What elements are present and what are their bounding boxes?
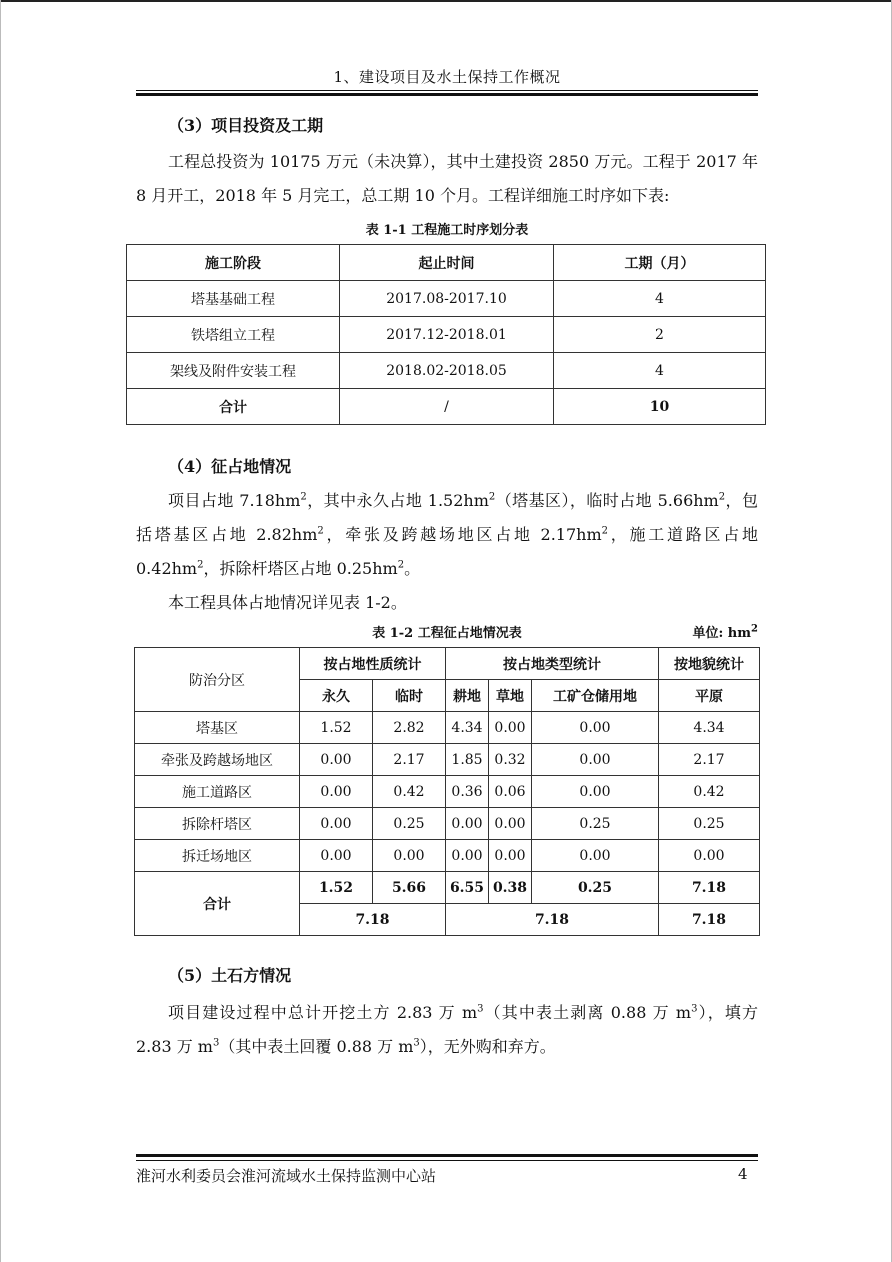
section-4-paragraph-2: 本工程具体占地情况详见表 1-2。 [168, 593, 407, 612]
cell-value: 0.25 [659, 808, 760, 840]
cell-value: 0.00 [300, 776, 373, 808]
table-unit: 单位: $hm^2$ [692, 623, 758, 641]
cell-value: 0.32 [489, 744, 532, 776]
cell-value: 1.52 [300, 712, 373, 744]
cell-value: 0.36 [446, 776, 489, 808]
table-1-1-caption: 表 1-1 工程施工时序划分表 [365, 223, 529, 238]
section-4-paragraph-1: 项目占地 $7.18hm^2$，其中永久占地 $1.52hm^2$（塔基区），临时占地 $5.66hm^2$，包括塔基区占地 $2.82hm^2$，牵张及跨越场地区占地 $2.17hm^2$，施工道路区占地 $0.42hm^2$，拆除杆塔区占地 $0.25hm^2$。 [136, 491, 758, 578]
cell-value: 0.00 [446, 840, 489, 872]
total-value: 6.55 [446, 872, 489, 904]
cell-period: 2017.08-2017.10 [340, 281, 554, 317]
cell-period: 2017.12-2018.01 [340, 317, 554, 353]
cell-duration: 4 [554, 353, 766, 389]
page-left-border [0, 0, 1, 1262]
table-total-row [127, 389, 766, 425]
total-period: / [340, 389, 554, 425]
cell-zone: 拆迁场地区 [135, 840, 300, 872]
running-header: 1、建设项目及水土保持工作概况 [333, 68, 561, 86]
header-grassland: 草地 [489, 680, 532, 712]
table-row [127, 353, 766, 389]
cell-value: 0.42 [373, 776, 446, 808]
header-by-landform: 按地貌统计 [659, 648, 760, 680]
table-group-header-row [135, 648, 760, 680]
cell-value: 2.82 [373, 712, 446, 744]
cell-value: 0.00 [489, 808, 532, 840]
construction-schedule-table [126, 244, 766, 425]
cell-value: 0.00 [489, 840, 532, 872]
total-by-landform: 7.18 [659, 904, 760, 936]
table-1-2-title: 表 1-2 工程征占地情况表 [372, 626, 522, 641]
total-label: 合计 [135, 872, 300, 936]
cell-phase: 架线及附件安装工程 [127, 353, 340, 389]
header-period: 起止时间 [340, 245, 554, 281]
cell-value: 0.00 [659, 840, 760, 872]
footer-rule-thin [136, 1160, 758, 1161]
section-3-paragraph: 工程总投资为 10175 万元（未决算），其中土建投资 2850 万元。工程于 2017 年 8 月开工，2018 年 5 月完工，总工期 10 个月。工程详细施工时序如下表: [136, 152, 758, 205]
cell-value: 0.00 [532, 776, 659, 808]
cell-value: 0.25 [373, 808, 446, 840]
cell-value: 4.34 [659, 712, 760, 744]
cell-period: 2018.02-2018.05 [340, 353, 554, 389]
table-row [135, 776, 760, 808]
cell-phase: 铁塔组立工程 [127, 317, 340, 353]
cell-zone: 施工道路区 [135, 776, 300, 808]
header-duration: 工期（月） [554, 245, 766, 281]
table-1-2-caption [136, 622, 758, 641]
total-duration: 10 [554, 389, 766, 425]
total-value: 0.25 [532, 872, 659, 904]
cell-value: 0.00 [532, 712, 659, 744]
page-number: 4 [738, 1165, 748, 1183]
table-row [135, 808, 760, 840]
total-value: 5.66 [373, 872, 446, 904]
header-zone: 防治分区 [135, 648, 300, 712]
cell-value: 0.00 [373, 840, 446, 872]
cell-value: 0.00 [446, 808, 489, 840]
header-phase: 施工阶段 [127, 245, 340, 281]
cell-value: 4.34 [446, 712, 489, 744]
total-by-nature: 7.18 [300, 904, 446, 936]
footer-organization: 淮河水利委员会淮河流域水土保持监测中心站 [136, 1167, 437, 1185]
cell-zone: 拆除杆塔区 [135, 808, 300, 840]
total-value: 7.18 [659, 872, 760, 904]
table-row [127, 281, 766, 317]
cell-value: 0.00 [532, 744, 659, 776]
header-by-nature: 按占地性质统计 [300, 648, 446, 680]
cell-zone: 牵张及跨越场地区 [135, 744, 300, 776]
cell-duration: 2 [554, 317, 766, 353]
section-5-paragraph: 项目建设过程中总计开挖土方 2.83 万 $m^3$（其中表土剥离 0.88 万 $m^3$），填方 2.83 万 $m^3$（其中表土回覆 0.88 万 $m^3$），无外购和弃方。 [136, 1003, 758, 1056]
cell-zone: 塔基区 [135, 712, 300, 744]
cell-value: 0.00 [532, 840, 659, 872]
total-label: 合计 [127, 389, 340, 425]
land-occupation-table [134, 647, 760, 936]
section-3-heading: （3）项目投资及工期 [168, 116, 324, 135]
cell-value: 2.17 [659, 744, 760, 776]
table-total-row [135, 872, 760, 904]
table-row [135, 744, 760, 776]
header-rule-thick [136, 93, 758, 96]
cell-phase: 塔基基础工程 [127, 281, 340, 317]
footer-rule-thick [136, 1154, 758, 1157]
cell-value: 0.00 [489, 712, 532, 744]
total-value: 1.52 [300, 872, 373, 904]
cell-value: 0.00 [300, 744, 373, 776]
header-by-type: 按占地类型统计 [446, 648, 659, 680]
header-permanent: 永久 [300, 680, 373, 712]
page-content [136, 114, 758, 1064]
section-5-heading: （5）土石方情况 [168, 966, 292, 985]
header-temporary: 临时 [373, 680, 446, 712]
cell-value: 0.25 [532, 808, 659, 840]
table-row [135, 712, 760, 744]
cell-duration: 4 [554, 281, 766, 317]
cell-value: 2.17 [373, 744, 446, 776]
cell-value: 0.06 [489, 776, 532, 808]
header-plain: 平原 [659, 680, 760, 712]
cell-value: 1.85 [446, 744, 489, 776]
cell-value: 0.42 [659, 776, 760, 808]
header-rule-thin [136, 90, 758, 91]
table-header-row [127, 245, 766, 281]
total-by-type: 7.18 [446, 904, 659, 936]
table-row [135, 840, 760, 872]
table-row [127, 317, 766, 353]
cell-value: 0.00 [300, 808, 373, 840]
header-industrial: 工矿仓储用地 [532, 680, 659, 712]
cell-value: 0.00 [300, 840, 373, 872]
header-cropland: 耕地 [446, 680, 489, 712]
section-4-heading: （4）征占地情况 [168, 457, 292, 476]
page-top-border [0, 0, 892, 2]
total-value: 0.38 [489, 872, 532, 904]
